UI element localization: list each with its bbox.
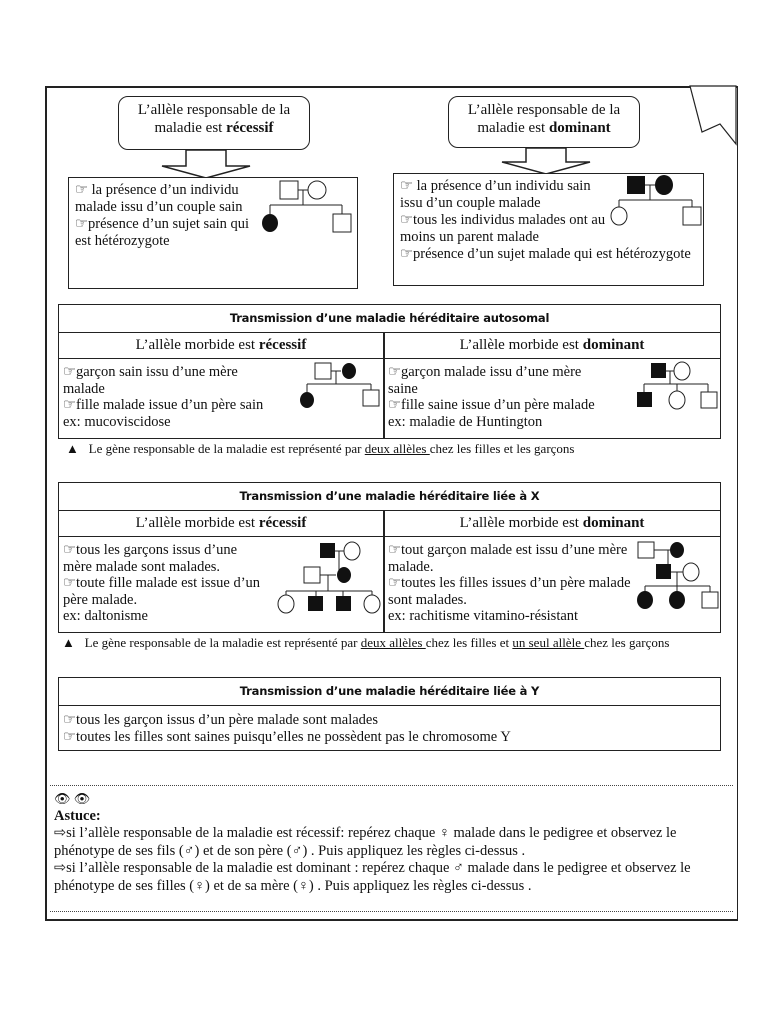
hand-icon: ☞ [75, 216, 88, 232]
x-linked-table [58, 482, 721, 633]
hand-icon: ☞ [400, 178, 413, 194]
eyes-icon: 👁 👁 [54, 791, 91, 806]
recessive-cell: ☞tous les garçons issus d’une mère malade sont malades. ☞toute fille malade est issue d’un père malade. ex: daltonisme [59, 539, 379, 628]
point: ☞tous les individus malades ont au moins un parent malade [400, 212, 606, 245]
bubble-text: L’allèle responsable de la maladie est [467, 102, 621, 136]
bubble-text: L’allèle responsable de la maladie est [137, 102, 291, 136]
down-arrow-icon [160, 150, 252, 178]
recessive-bubble [118, 96, 310, 150]
pedigree-dominant [610, 175, 705, 225]
x-linked-note: ▲ Le gène responsable de la maladie est représenté par deux allèles chez les filles et un seul allèle chez les garçons [62, 635, 670, 650]
hand-icon: ☞ [388, 575, 401, 591]
pedigree-x-dominant [630, 540, 720, 615]
recessive-cell: ☞garçon sain issu d’une mère malade ☞fille malade issue d’un père sain ex: mucoviscidose [59, 361, 379, 433]
pedigree-autosomal-dominant [634, 362, 719, 412]
hand-icon: ☞ [63, 712, 76, 728]
arrow-icon: ⇨ [54, 860, 67, 876]
pedigree-recessive [260, 180, 355, 235]
hand-icon: ☞ [63, 575, 76, 591]
table-title: Transmission d’une maladie héréditaire liée à X [59, 483, 720, 511]
astuce-title: Astuce: [54, 807, 101, 824]
y-linked-cell: ☞tous les garçon issus d’un père malade sont malades ☞toutes les filles sont saines puisqu’elles ne possèdent pas le chromosome Y [63, 712, 511, 745]
recessive-header: L’allèle morbide est récessif [59, 333, 383, 359]
pedigree-autosomal-recessive [298, 362, 383, 410]
hand-icon: ☞ [388, 542, 401, 558]
page-curl-icon [690, 86, 736, 148]
example: ex: rachitisme vitamino-résistant [388, 608, 579, 624]
point: ☞ la présence d’un individu sain issu d’un couple malade [400, 178, 591, 211]
autosomal-table [58, 304, 721, 439]
down-arrow-icon [500, 148, 592, 174]
dominant-header: L’allèle morbide est dominant [384, 511, 720, 537]
point: ☞présence d’un sujet malade qui est hétérozygote [400, 246, 691, 262]
triangle-icon: ▲ [62, 635, 75, 650]
arrow-icon: ⇨ [54, 825, 67, 841]
astuce-box: 👁 👁 Astuce: ⇨si l’allèle responsable de la maladie est récessif: repérez chaque ♀ malade dans le pedigree et observez le phénotype de ses fils (♂) et de son père (♂) . Puis appliquez les règles ci-dessus . ⇨si l’allèle responsable de la maladie est dominant : repérez chaque ♂ malade dans le pedigree et observez le phénotype de ses filles (♀) et de sa mère (♀) . Puis appliquez les règles ci-dessus . [50, 785, 733, 912]
hand-icon: ☞ [400, 212, 413, 228]
example: ex: maladie de Huntington [388, 413, 543, 430]
dominant-header: L’allèle morbide est dominant [384, 333, 720, 359]
hand-icon: ☞ [63, 397, 76, 413]
bubble-bold: récessif [226, 120, 274, 136]
example: ex: mucoviscidose [63, 413, 171, 430]
dominant-cell: ☞garçon malade issu d’une mère saine ☞fille saine issue d’un père malade ex: maladie de Huntington [384, 361, 714, 433]
hand-icon: ☞ [63, 728, 76, 745]
hand-icon: ☞ [63, 364, 76, 380]
dominant-cell: ☞tout garçon malade est issu d’une mère malade. ☞toutes les filles issues d’un père malade sont malades. ex: rachitisme vitamino-résistant [384, 539, 714, 628]
recessive-header: L’allèle morbide est récessif [59, 511, 383, 537]
dominant-bubble [448, 96, 640, 148]
hand-icon: ☞ [75, 182, 88, 198]
bubble-bold: dominant [548, 120, 611, 136]
y-linked-table [58, 677, 721, 751]
table-title: Transmission d’une maladie héréditaire liée à Y [59, 678, 720, 706]
hand-icon: ☞ [63, 542, 76, 558]
triangle-icon: ▲ [66, 441, 79, 456]
autosomal-note: ▲ Le gène responsable de la maladie est représenté par deux allèles chez les filles et les garçons [66, 441, 575, 456]
example: ex: daltonisme [63, 608, 148, 624]
hand-icon: ☞ [388, 397, 401, 413]
point: ☞présence d’un sujet sain qui est hétérozygote [75, 216, 250, 249]
point: ☞ la présence d’un individu malade issu d’un couple sain [75, 182, 243, 215]
hand-icon: ☞ [388, 364, 401, 380]
table-title: Transmission d’une maladie héréditaire autosomal [59, 305, 720, 333]
hand-icon: ☞ [400, 246, 413, 262]
pedigree-x-recessive [276, 541, 381, 613]
